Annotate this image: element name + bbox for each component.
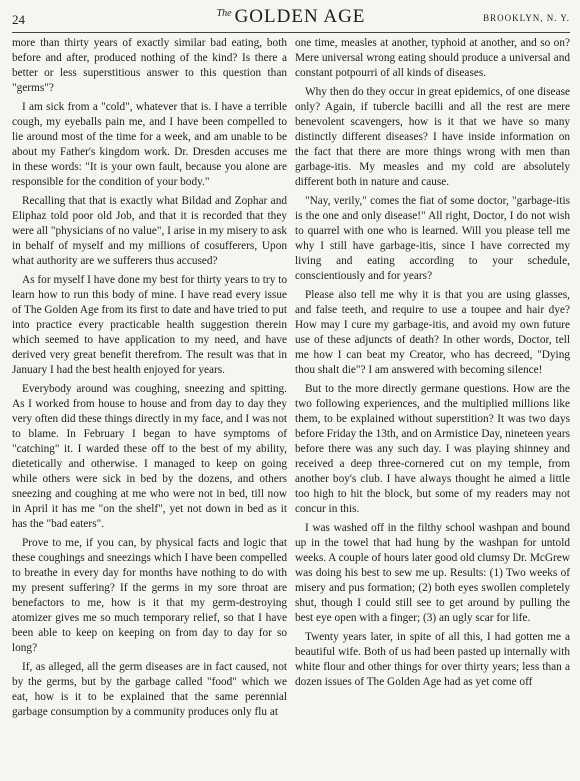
paragraph: more than thirty years of exactly similar bad eating, both before and after, produced nothing of the kind? Is there a better or less superstitious answer to this question than "germs"? [12,37,287,94]
paragraph: "Nay, verily," comes the fiat of some doctor, "garbage-itis is the one and only disease!" All right, Doctor, I do not wish to quarrel with one who is learned. Will you please tell me why I still have garbage-itis, since I have corrected my living and eating according to your schedule, conscientiously and for years? [295,195,570,282]
page-header [12,4,570,33]
paragraph: one time, measles at another, typhoid at another, and so on? Mere universal wrong eating should produce a universal and constant potpourri of all kinds of diseases. [295,37,570,79]
paragraph: Prove to me, if you can, by physical facts and logic that these coughings and sneezings which I have been compelled to breathe in every day for months have nothing to do with my present suffering? If the germs in my sore throat are benefactors to me, how is it that my germ-destroying atomizer gives me so much temporary relief, so that I have been able to keep on keeping on from day to day for so long? [12,537,287,654]
paragraph: But to the more directly germane questions. How are the two following experiences, and the multiplied millions like them, to be explained without superstition? It was two days before Friday the 13th, and on Armistice Day, nineteen years before there was any such day. I was playing shinney and received a deep three-cornered cut on my temple, from another boy's club. I have always thought he aimed a little too high to hit the block, but some of my readers may not concur in this. [295,383,570,515]
paragraph: I am sick from a "cold", whatever that is. I have a terrible cough, my eyeballs pain me, and I have been compelled to lie around most of the time for a week, and am unable to be about my Father's kingdom work. Dr. Dresden accuses me in these words: "It is your own fault, because you alone are responsible for the condition of your body." [12,101,287,188]
paragraph: Twenty years later, in spite of all this, I had gotten me a beautiful wife. Both of us had been pasted up internally with white flour and other things for over thirty years; less than a dozen issues of The Golden Age had as yet come off [295,631,570,688]
paragraph: I was washed off in the filthy school washpan and bound up in the towel that had hung by the washpan for untold weeks. A couple of hours later good old clumsy Dr. McGrew was doing his best to sew me up. Results: (1) Two weeks of misery and pus formation; (2) both eyes swollen completely shut, though I could still see to get around by pulling the best eye open with a finger; (3) an ugly scar for life. [295,522,570,624]
masthead-prefix: The [216,8,232,19]
article-body [12,36,570,780]
paragraph: Why then do they occur in great epidemics, of one disease only? Again, if tubercle bacilli and all the rest are mere benevolent scavengers, how is it that we have so many distinctly different diseases? I have inside information on the fact that there are more things wrong with men than garbage-itis. My measles and my cold are absolutely different both in nature and cause. [295,86,570,188]
left-column [12,36,287,780]
paragraph: Please also tell me why it is that you are using glasses, and false teeth, and require to use a toupee and hair dye? How may I cure my garbage-itis, and avoid my own future use of these adjuncts of death? In other words, Doctor, tell me how I can beat my Creator, who has decreed, "Dying thou shalt die"? I am answered with becoming silence! [295,289,570,376]
location: BROOKLYN, N. Y. [483,13,570,23]
right-column [295,36,570,780]
paragraph: Everybody around was coughing, sneezing and spitting. As I worked from house to house and from day to day they very often did these things directly in my face, and I was not to blame. In February I began to have symptoms of "catching" it. I warded these off to the best of my ability, dietetically and otherwise. I managed to keep on going while others were sick in bed by the dozens, and others sneezing and coughing at me who were not in bed, till now in April it has me "on the shelf", yet not down in bed as it has the "bad eaters". [12,383,287,530]
page-number: 24 [12,12,25,27]
masthead-title: GOLDEN AGE [234,6,366,27]
paragraph: As for myself I have done my best for thirty years to try to learn how to run this body of mine. I have read every issue of The Golden Age from its first to date and have tried to put into practice every practicable health suggestion therein which seemed to have application to my need, and have derived very great benefit therefrom. The result was that in January I had the best health enjoyed for years. [12,274,287,376]
paragraph: Recalling that that is exactly what Bildad and Zophar and Eliphaz told poor old Job, and that it is recorded that they were all "physicians of no value", I arise in my misery to ask in behalf of myself and my millions of cosufferers, Upon what authority are we sufferers thus accused? [12,195,287,267]
paragraph: If, as alleged, all the germ diseases are in fact caused, not by the germs, but by the garbage called "food" which we eat, how is it to be explained that the same perennial garbage consumption by a community produces only flu at [12,661,287,718]
